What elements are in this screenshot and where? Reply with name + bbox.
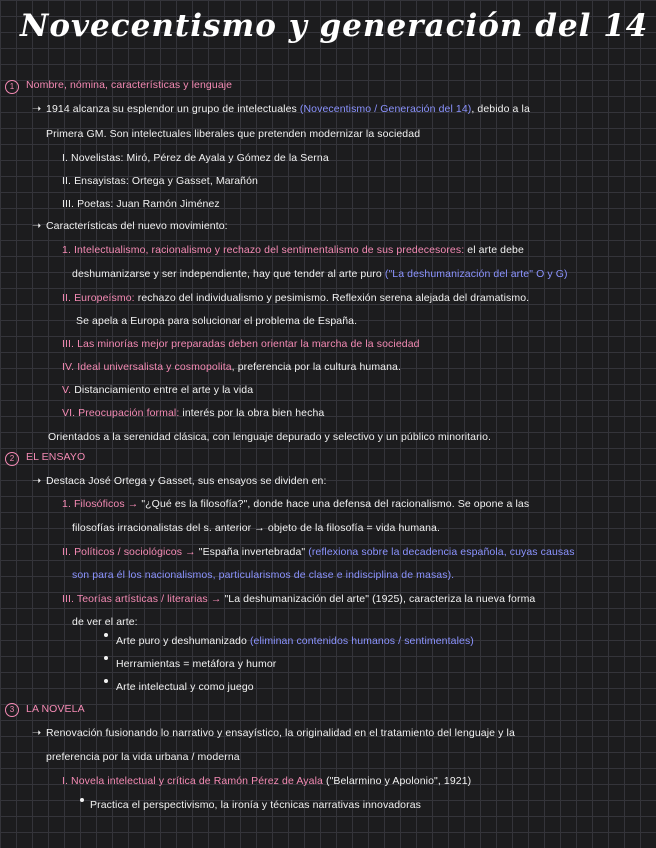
- arrow-icon: ➝: [32, 219, 42, 232]
- essay-type-note: (reflexiona sobre la decadencia española, cuyas causas: [308, 546, 575, 558]
- characteristic-text: , preferencia por la cultura humana.: [231, 361, 402, 373]
- characteristic-5: [62, 384, 253, 396]
- essay-type-3-line-2: de ver el arte:: [72, 616, 138, 628]
- list-value: Ortega y Gasset, Marañón: [128, 175, 259, 187]
- arrow-icon: ➝: [32, 726, 42, 739]
- list-item-novelistas: [62, 152, 329, 164]
- novel-intro-line-2: preferencia por la vida urbana / moderna: [46, 751, 240, 763]
- characteristic-1: [62, 244, 524, 256]
- list-label: I. Novelistas:: [62, 152, 124, 164]
- characteristic-text: deshumanizarse y ser independiente, hay que tender al arte puro: [72, 268, 385, 280]
- bullet-text: Arte puro y deshumanizado: [116, 635, 250, 647]
- characteristic-1-line-2: [72, 268, 568, 280]
- arrow-icon: →: [124, 498, 139, 510]
- paragraph-text: , debido a la: [471, 103, 530, 115]
- section-number-1: 1: [5, 80, 19, 94]
- essay-intro: Destaca José Ortega y Gasset, sus ensayos se dividen en:: [46, 475, 327, 487]
- section-number-3: 3: [5, 703, 19, 717]
- essay-type-3: [62, 593, 535, 605]
- section-number-2: 2: [5, 452, 19, 466]
- list-value: Miró, Pérez de Ayala y Gómez de la Serna: [123, 152, 329, 164]
- characteristic-2: [62, 292, 529, 304]
- bullet-item-1: [116, 635, 474, 647]
- characteristic-6: [62, 407, 324, 419]
- characteristic-title: IV. Ideal universalista y cosmopolita: [62, 361, 232, 373]
- novel-type-title: I. Novela intelectual y crítica de Ramón Pérez de Ayala: [62, 775, 323, 787]
- novel-type-note: ("Belarmino y Apolonio", 1921): [322, 775, 472, 787]
- list-label: II. Ensayistas:: [62, 175, 129, 187]
- essay-type-title: III. Teorías artísticas / literarias: [62, 593, 208, 605]
- list-item-poetas: [62, 198, 220, 210]
- characteristic-text: Distanciamiento entre el arte y la vida: [71, 384, 254, 396]
- paragraph-1-line-1: [46, 103, 530, 115]
- essay-type-title: 1. Filosóficos: [62, 498, 125, 510]
- list-value: Juan Ramón Jiménez: [113, 198, 220, 210]
- page-title: Novecentismo y generación del 14: [20, 8, 649, 44]
- essay-type-2: [62, 546, 575, 558]
- characteristic-title: VI. Preocupación formal:: [62, 407, 180, 419]
- characteristic-2-line-2: Se apela a Europa para solucionar el problema de España.: [76, 315, 358, 327]
- paragraph-1-line-2: Primera GM. Son intelectuales liberales que pretenden modernizar la sociedad: [46, 128, 421, 140]
- bullet-item-2: Herramientas = metáfora y humor: [116, 658, 277, 670]
- characteristic-title: II. Europeísmo:: [62, 292, 135, 304]
- bullet-note: (eliminan contenidos humanos / sentimentales): [249, 635, 474, 647]
- characteristic-4: [62, 361, 401, 373]
- list-item-ensayistas: [62, 175, 258, 187]
- novel-bullet-1: Practica el perspectivismo, la ironía y técnicas narrativas innovadoras: [90, 799, 421, 811]
- bullet-icon: [104, 679, 108, 683]
- essay-type-title: II. Políticos / sociológicos: [62, 546, 183, 558]
- characteristic-text: interés por la obra bien hecha: [179, 407, 325, 419]
- characteristic-title: 1. Intelectualismo, racionalismo y rechazo del sentimentalismo de sus predecesores:: [62, 244, 465, 256]
- summary-line: Orientados a la serenidad clásica, con lenguaje depurado y selectivo y un público minoritario.: [48, 431, 492, 443]
- bullet-icon: [80, 798, 84, 802]
- arrow-icon: ➝: [32, 102, 42, 115]
- essay-type-2-line-2: son para él los nacionalismos, particularismos de clase e indisciplina de masas).: [72, 569, 455, 581]
- essay-type-1-line-2: filosofías irracionalistas del s. anterior → objeto de la filosofía = vida humana.: [72, 522, 441, 534]
- characteristic-note: ("La deshumanización del arte" O y G): [384, 268, 568, 280]
- bullet-item-3: Arte intelectual y como juego: [116, 681, 254, 693]
- novel-intro-line-1: Renovación fusionando lo narrativo y ensayístico, la originalidad en el tratamiento del lenguaje y la: [46, 727, 515, 739]
- arrow-icon: ➝: [32, 474, 42, 487]
- arrow-icon: →: [182, 546, 196, 558]
- essay-type-text: "¿Qué es la filosofía?", donde hace una defensa del racionalismo. Se opone a las: [138, 498, 530, 510]
- bullet-icon: [104, 633, 108, 637]
- essay-type-text: "La deshumanización del arte" (1925), caracteriza la nueva forma: [221, 593, 536, 605]
- paragraph-text: 1914 alcanza su esplendor un grupo de intelectuales: [46, 103, 300, 115]
- arrow-icon: →: [207, 593, 222, 605]
- bullet-icon: [104, 656, 108, 660]
- section-2-heading: EL ENSAYO: [26, 451, 86, 463]
- section-1-heading: Nombre, nómina, características y lenguaje: [26, 79, 233, 91]
- characteristic-title: V.: [62, 384, 72, 396]
- list-label: III. Poetas:: [62, 198, 114, 210]
- characteristics-heading: Características del nuevo movimiento:: [46, 220, 228, 232]
- paragraph-note: (Novecentismo / Generación del 14): [299, 103, 472, 115]
- essay-type-1: [62, 498, 529, 510]
- essay-type-text: "España invertebrada": [195, 546, 309, 558]
- novel-type-1: [62, 775, 471, 787]
- characteristic-text: el arte debe: [464, 244, 524, 256]
- characteristic-text: rechazo del individualismo y pesimismo. Reflexión serena alejada del dramatismo.: [134, 292, 530, 304]
- section-3-heading: LA NOVELA: [26, 703, 85, 715]
- characteristic-3: III. Las minorías mejor preparadas deben orientar la marcha de la sociedad: [62, 338, 420, 350]
